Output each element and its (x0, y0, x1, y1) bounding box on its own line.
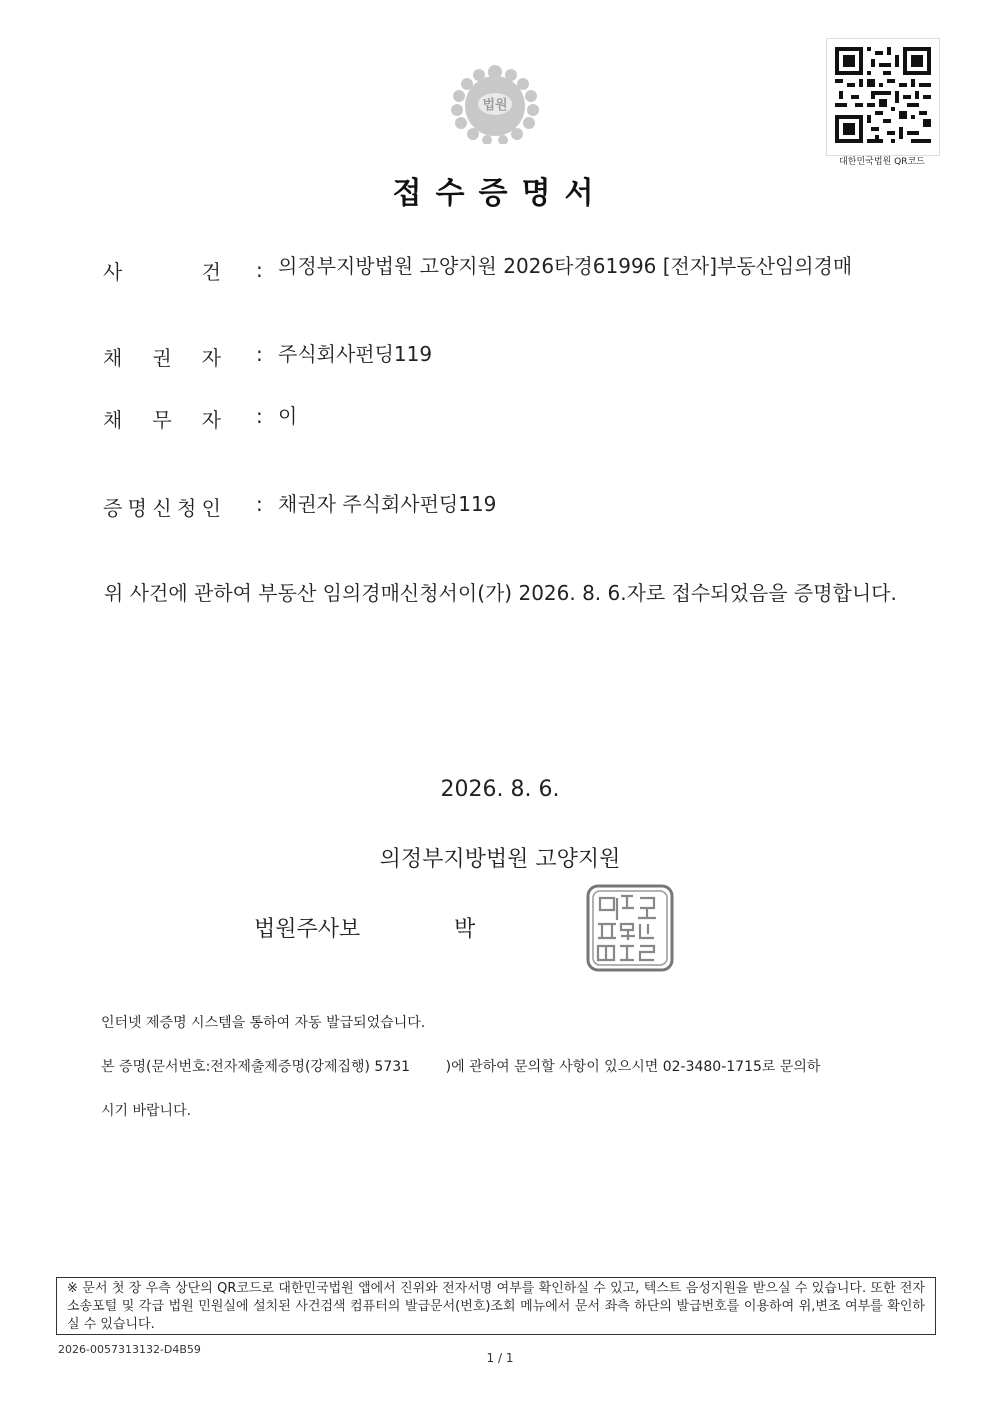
document-number: 2026-0057313132-D4B59 (58, 1343, 201, 1356)
qr-code[interactable] (826, 38, 940, 156)
field-colon-applicant: : (256, 492, 263, 516)
note-auto-issued: 인터넷 제증명 시스템을 통하여 자동 발급되었습니다. (101, 1015, 426, 1031)
officer-name: 박 (454, 917, 476, 942)
field-value-applicant: 채권자 주식회사펀딩119 (278, 492, 497, 516)
certification-statement: 위 사건에 관하여 부동산 임의경매신청서이(가) 2026. 8. 6.자로 접수되었음을 증명합니다. (104, 581, 897, 605)
field-colon-creditor: : (256, 342, 263, 366)
official-seal (586, 884, 674, 972)
emblem-label: 법원 (482, 98, 508, 113)
note-inquiry-end: 시기 바랍니다. (101, 1103, 192, 1119)
note-inquiry: 본 증명(문서번호:전자제출제증명(강제집행) 5731 )에 관하여 문의할 사항이 있으시면 02-3480-1715로 문의하 (101, 1059, 821, 1075)
field-label-debtor: 채 무 자 (103, 408, 221, 432)
field-label-case: 사 건 (103, 260, 221, 284)
field-label-creditor: 채 권 자 (103, 346, 221, 370)
footer-notice: ※ 문서 첫 장 우측 상단의 QR코드로 대한민국법원 앱에서 진위와 전자서명 여부를 확인하실 수 있고, 텍스트 음성지원을 받으실 수 있습니다. 또한 전자소송포털 및 각급 법원 민원실에 설치된 사건검색 컴퓨터의 발급문서(번호)조회 메뉴에서 문서 좌측 하단의 발급번호를 이용하여 위,변조 여부를 확인하실 수 있습니다. (56, 1277, 936, 1335)
qr-icon (835, 47, 931, 143)
court-name: 의정부지방법원 고양지원 (379, 847, 621, 872)
page-title: 접수증명서 (392, 176, 608, 211)
qr-caption: 대한민국법원 QR코드 (839, 157, 925, 167)
field-colon-case: : (256, 258, 263, 282)
field-colon-debtor: : (256, 404, 263, 428)
issue-date: 2026. 8. 6. (440, 777, 560, 802)
field-value-creditor: 주식회사펀딩119 (278, 342, 433, 366)
field-label-applicant: 증 명 신 청 인 (103, 496, 221, 520)
field-value-case: 의정부지방법원 고양지원 2026타경61996 [전자]부동산임의경매 (278, 254, 853, 278)
page-number: 1 / 1 (486, 1351, 514, 1365)
field-value-debtor: 이 (278, 404, 298, 428)
officer-title: 법원주사보 (254, 917, 361, 942)
